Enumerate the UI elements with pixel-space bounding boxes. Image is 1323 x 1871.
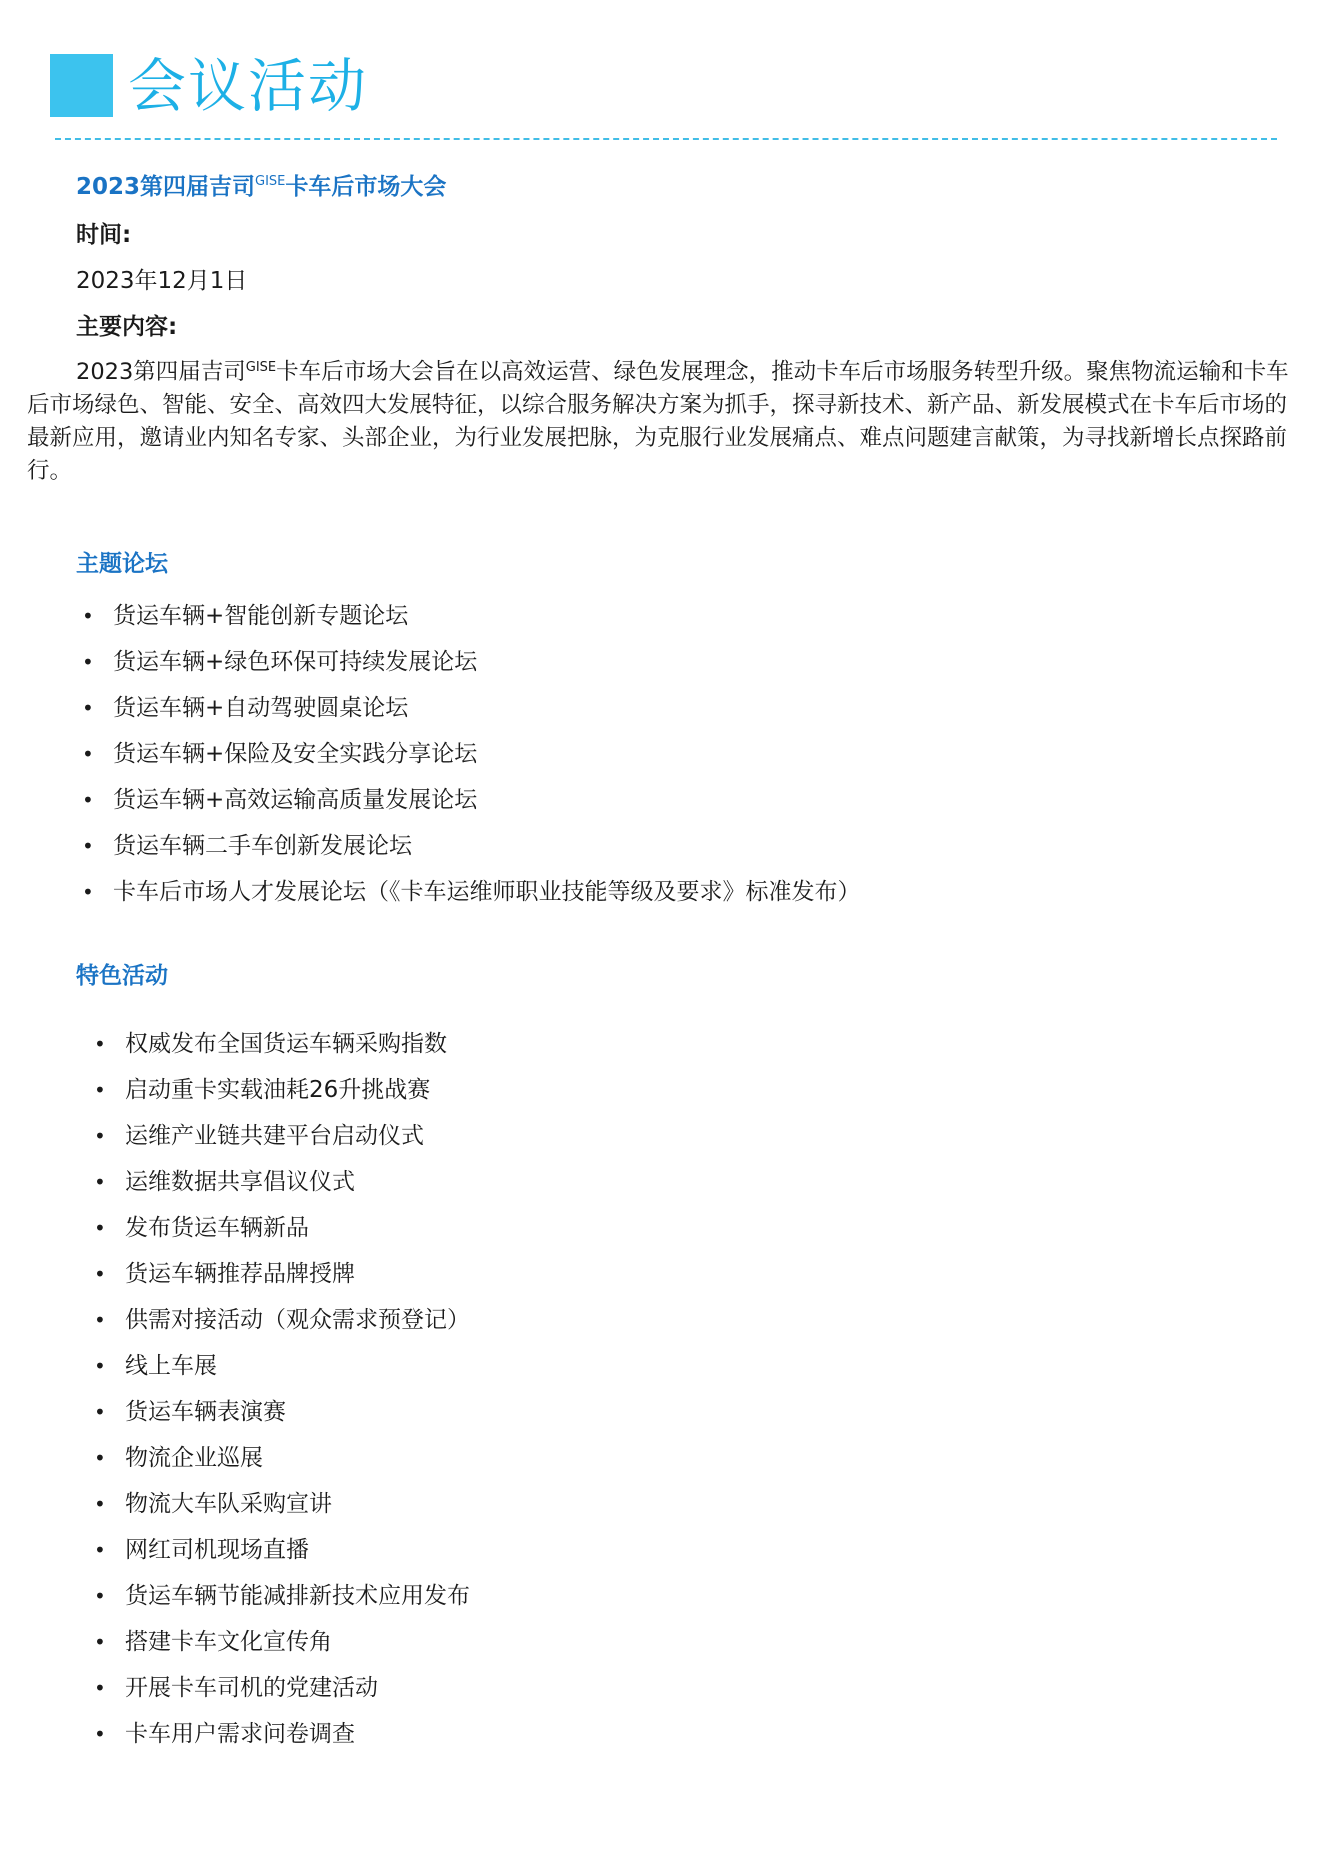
list-item: • 卡车用户需求问卷调查 bbox=[125, 1711, 470, 1757]
intro-prefix: 2023第四届吉司 bbox=[76, 359, 246, 385]
list-item: • 运维产业链共建平台启动仪式 bbox=[125, 1113, 470, 1159]
content-label: 主要内容: bbox=[76, 314, 178, 340]
list-item: • 供需对接活动（观众需求预登记） bbox=[125, 1297, 470, 1343]
list-item: • 网红司机现场直播 bbox=[125, 1527, 470, 1573]
time-label: 时间: bbox=[76, 222, 132, 248]
list-item: • 物流企业巡展 bbox=[125, 1435, 470, 1481]
list-item: • 货运车辆+自动驾驶圆桌论坛 bbox=[113, 685, 861, 731]
event-date: 2023年12月1日 bbox=[76, 268, 248, 294]
dashed-divider bbox=[55, 138, 1277, 140]
activities-heading: 特色活动 bbox=[76, 963, 168, 989]
intro-paragraph bbox=[27, 351, 1305, 488]
list-item: • 运维数据共享倡议仪式 bbox=[125, 1159, 470, 1205]
list-item: • 开展卡车司机的党建活动 bbox=[125, 1665, 470, 1711]
list-item: • 货运车辆表演赛 bbox=[125, 1389, 470, 1435]
list-item: • 发布货运车辆新品 bbox=[125, 1205, 470, 1251]
intro-body: 卡车后市场大会旨在以高效运营、绿色发展理念，推动卡车后市场服务转型升级。聚焦物流运输和卡车后市场绿色、智能、安全、高效四大发展特征，以综合服务解决方案为抓手，探寻新技术、新产品、新发展模式在卡车后市场的最新应用，邀请业内知名专家、头部企业，为行业发展把脉，为克服行业发展痛点、难点问题建言献策，为寻找新增长点探路前行。 bbox=[27, 359, 1289, 484]
event-title-suffix: 卡车后市场大会 bbox=[285, 174, 447, 200]
list-item: • 货运车辆二手车创新发展论坛 bbox=[113, 823, 861, 869]
list-item: • 货运车辆节能减排新技术应用发布 bbox=[125, 1573, 470, 1619]
list-item: • 卡车后市场人才发展论坛（《卡车运维师职业技能等级及要求》标准发布） bbox=[113, 869, 861, 915]
event-title bbox=[76, 168, 446, 201]
event-title-prefix: 2023第四届吉司 bbox=[76, 174, 256, 200]
forums-heading: 主题论坛 bbox=[76, 551, 168, 577]
activities-list bbox=[125, 1021, 470, 1757]
event-title-sup: GISE bbox=[255, 174, 286, 189]
list-item: • 启动重卡实载油耗26升挑战赛 bbox=[125, 1067, 470, 1113]
list-item: • 货运车辆推荐品牌授牌 bbox=[125, 1251, 470, 1297]
list-item: • 货运车辆+保险及安全实践分享论坛 bbox=[113, 731, 861, 777]
list-item: • 搭建卡车文化宣传角 bbox=[125, 1619, 470, 1665]
list-item: • 货运车辆+绿色环保可持续发展论坛 bbox=[113, 639, 861, 685]
list-item: • 权威发布全国货运车辆采购指数 bbox=[125, 1021, 470, 1067]
forums-list bbox=[113, 593, 861, 915]
page-title: 会议活动 bbox=[128, 52, 369, 120]
list-item: • 货运车辆+智能创新专题论坛 bbox=[113, 593, 861, 639]
list-item: • 货运车辆+高效运输高质量发展论坛 bbox=[113, 777, 861, 823]
header-square-icon bbox=[50, 54, 113, 117]
intro-sup: GISE bbox=[245, 360, 277, 375]
list-item: • 物流大车队采购宣讲 bbox=[125, 1481, 470, 1527]
list-item: • 线上车展 bbox=[125, 1343, 470, 1389]
